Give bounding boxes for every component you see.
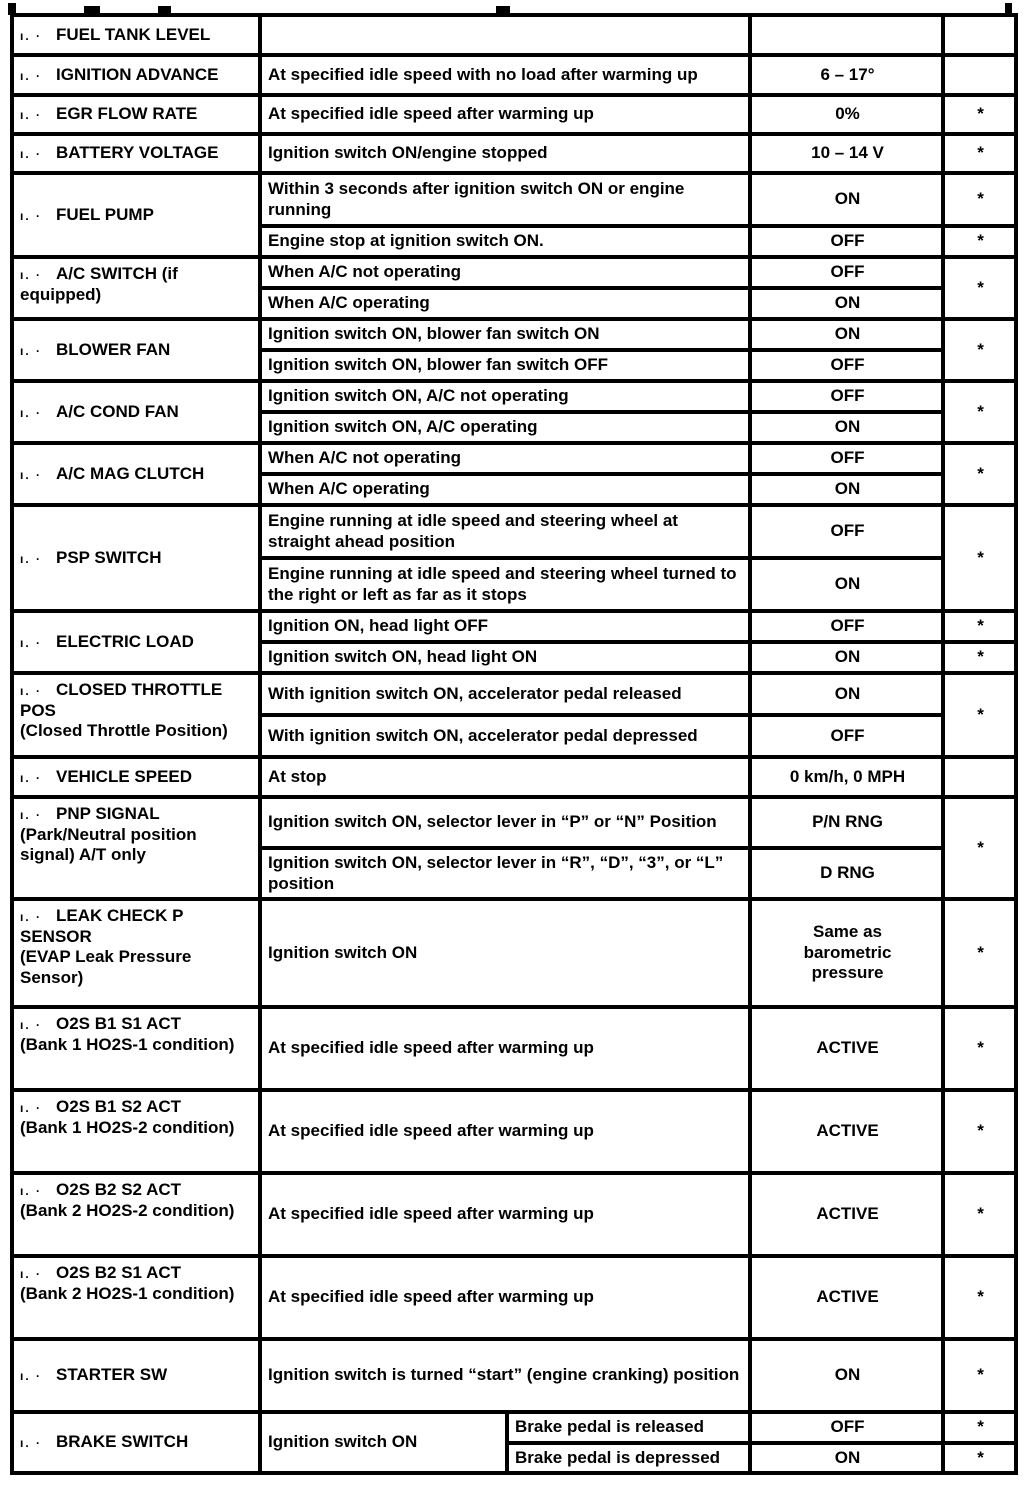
param-note: (Bank 2 HO2S-2 condition) xyxy=(20,1200,235,1220)
value-cell xyxy=(750,15,943,55)
condition-cell: With ignition switch ON, accelerator pedal depressed xyxy=(260,715,750,757)
param-label: PNP SIGNAL xyxy=(56,804,160,823)
param-cell xyxy=(12,797,260,899)
star-cell: * xyxy=(943,95,1016,134)
star-cell: * xyxy=(943,134,1016,173)
param-cell xyxy=(12,1412,260,1473)
param-cell xyxy=(12,443,260,505)
value-cell: ON xyxy=(750,474,943,505)
condition-cell: Ignition switch ON, head light ON xyxy=(260,642,750,673)
bullet-icon: ı. · xyxy=(20,208,42,223)
bullet-icon: ı. · xyxy=(20,910,42,924)
bullet-icon: ı. · xyxy=(20,770,42,785)
param-label: BRAKE SWITCH xyxy=(56,1432,189,1452)
param-label: O2S B1 S2 ACT xyxy=(56,1097,182,1116)
param-cell xyxy=(12,134,260,173)
param-cell xyxy=(12,1256,260,1339)
star-cell: * xyxy=(943,381,1016,443)
condition-cell: At specified idle speed after warming up xyxy=(260,1256,750,1339)
param-label: O2S B2 S2 ACT xyxy=(56,1180,182,1199)
param-cell xyxy=(12,1173,260,1256)
star-cell: * xyxy=(943,505,1016,611)
bullet-icon: ı. · xyxy=(20,147,42,162)
condition-cell: Ignition switch ON, blower fan switch ON xyxy=(260,319,750,350)
table-row xyxy=(12,55,1016,95)
bullet-icon: ı. · xyxy=(20,1267,42,1281)
star-cell: * xyxy=(943,1256,1016,1339)
condition-cell: At specified idle speed with no load after warming up xyxy=(260,55,750,95)
param-note: (Bank 1 HO2S-1 condition) xyxy=(20,1034,235,1054)
table-row xyxy=(12,797,1016,848)
condition-cell: Engine running at idle speed and steering wheel at straight ahead position xyxy=(260,505,750,558)
param-cell xyxy=(12,673,260,757)
param-cell xyxy=(12,95,260,134)
star-cell: * xyxy=(943,1007,1016,1090)
table-row xyxy=(12,611,1016,642)
param-cell xyxy=(12,505,260,611)
value-cell: ACTIVE xyxy=(750,1173,943,1256)
bullet-icon: ı. · xyxy=(20,1436,42,1451)
table-row xyxy=(12,381,1016,412)
value-cell: ON xyxy=(750,173,943,226)
value-cell: ACTIVE xyxy=(750,1007,943,1090)
condition-cell: Engine stop at ignition switch ON. xyxy=(260,226,750,257)
bullet-icon: ı. · xyxy=(20,467,42,482)
bullet-icon: ı. · xyxy=(20,1369,42,1384)
param-cell xyxy=(12,257,260,319)
value-cell: ACTIVE xyxy=(750,1256,943,1339)
param-cell xyxy=(12,611,260,673)
star-cell xyxy=(943,15,1016,55)
star-cell xyxy=(943,757,1016,797)
table-row xyxy=(12,1090,1016,1173)
bullet-icon: ı. · xyxy=(20,684,42,698)
param-label: O2S B1 S1 ACT xyxy=(56,1014,182,1033)
star-cell: * xyxy=(943,319,1016,381)
value-cell: P/N RNG xyxy=(750,797,943,848)
value-cell: OFF xyxy=(750,505,943,558)
star-cell: * xyxy=(943,226,1016,257)
table-row xyxy=(12,257,1016,288)
param-label: BLOWER FAN xyxy=(56,339,171,359)
star-cell: * xyxy=(943,173,1016,226)
value-cell: OFF xyxy=(750,611,943,642)
param-cell xyxy=(12,55,260,95)
param-label: FUEL TANK LEVEL xyxy=(56,24,211,44)
condition-cell: Ignition switch ON/engine stopped xyxy=(260,134,750,173)
value-cell xyxy=(750,899,943,1007)
table-row xyxy=(12,134,1016,173)
value-cell: ACTIVE xyxy=(750,1090,943,1173)
star-cell: * xyxy=(943,1412,1016,1443)
param-note: (EVAP Leak Pressure Sensor) xyxy=(20,947,192,988)
value-cell: ON xyxy=(750,558,943,611)
bullet-icon: ı. · xyxy=(20,405,42,420)
bullet-icon: ı. · xyxy=(20,1101,42,1115)
value-cell: OFF xyxy=(750,443,943,474)
value-cell: ON xyxy=(750,1339,943,1412)
value-cell: D RNG xyxy=(750,848,943,899)
bullet-icon: ı. · xyxy=(20,68,42,83)
value-cell: OFF xyxy=(750,226,943,257)
value-cell: ON xyxy=(750,288,943,319)
table-row xyxy=(12,443,1016,474)
star-cell: * xyxy=(943,1173,1016,1256)
star-cell: * xyxy=(943,673,1016,757)
condition-cell: When A/C not operating xyxy=(260,443,750,474)
table-row xyxy=(12,1339,1016,1412)
param-label: A/C MAG CLUTCH xyxy=(56,463,205,483)
star-cell: * xyxy=(943,1090,1016,1173)
param-cell xyxy=(12,173,260,257)
bullet-icon: ı. · xyxy=(20,808,42,822)
param-cell xyxy=(12,1007,260,1090)
condition-cell: Ignition switch is turned “start” (engine cranking) position xyxy=(260,1339,750,1412)
star-cell: * xyxy=(943,443,1016,505)
condition-cell: At specified idle speed after warming up xyxy=(260,1090,750,1173)
param-cell xyxy=(12,319,260,381)
table-row xyxy=(12,1256,1016,1339)
param-cell xyxy=(12,1090,260,1173)
condition-cell: Ignition ON, head light OFF xyxy=(260,611,750,642)
table-row xyxy=(12,1007,1016,1090)
table-row xyxy=(12,319,1016,350)
value-cell: ON xyxy=(750,412,943,443)
value-cell: OFF xyxy=(750,715,943,757)
value-cell: 0 km/h, 0 MPH xyxy=(750,757,943,797)
sub-condition-cell: Brake pedal is released xyxy=(507,1412,750,1443)
param-label: CLOSED THROTTLE POS xyxy=(20,680,223,720)
value-cell: OFF xyxy=(750,350,943,381)
param-label: EGR FLOW RATE xyxy=(56,104,198,124)
star-cell: * xyxy=(943,611,1016,642)
param-label: A/C SWITCH (if equipped) xyxy=(20,264,178,304)
condition-cell: At stop xyxy=(260,757,750,797)
value-cell: ON xyxy=(750,642,943,673)
condition-cell: When A/C operating xyxy=(260,288,750,319)
star-cell xyxy=(943,55,1016,95)
star-cell: * xyxy=(943,797,1016,899)
bullet-icon: ı. · xyxy=(20,28,42,43)
condition-cell: Ignition switch ON, A/C not operating xyxy=(260,381,750,412)
condition-cell: Ignition switch ON xyxy=(260,1412,507,1473)
param-label: A/C COND FAN xyxy=(56,401,179,421)
condition-cell: With ignition switch ON, accelerator pedal released xyxy=(260,673,750,715)
value-cell: 6 – 17° xyxy=(750,55,943,95)
bullet-icon: ı. · xyxy=(20,551,42,566)
star-cell: * xyxy=(943,1339,1016,1412)
bullet-icon: ı. · xyxy=(20,343,42,358)
param-cell xyxy=(12,381,260,443)
condition-cell: At specified idle speed after warming up xyxy=(260,1007,750,1090)
param-note: (Closed Throttle Position) xyxy=(20,721,228,741)
value-cell: 0% xyxy=(750,95,943,134)
param-note: (Bank 2 HO2S-1 condition) xyxy=(20,1283,235,1303)
value-cell: OFF xyxy=(750,381,943,412)
param-label: PSP SWITCH xyxy=(56,547,162,567)
bullet-icon: ı. · xyxy=(20,1018,42,1032)
condition-cell: Ignition switch ON, A/C operating xyxy=(260,412,750,443)
value-cell: 10 – 14 V xyxy=(750,134,943,173)
condition-cell: Ignition switch ON xyxy=(260,899,750,1007)
condition-cell: At specified idle speed after warming up xyxy=(260,1173,750,1256)
condition-cell: Engine running at idle speed and steering wheel turned to the right or left as far as it stops xyxy=(260,558,750,611)
condition-cell: At specified idle speed after warming up xyxy=(260,95,750,134)
condition-cell: Ignition switch ON, selector lever in “P” or “N” Position xyxy=(260,797,750,848)
value-cell: OFF xyxy=(750,257,943,288)
bullet-icon: ı. · xyxy=(20,635,42,650)
table-row xyxy=(12,1173,1016,1256)
value-cell: ON xyxy=(750,319,943,350)
star-cell: * xyxy=(943,642,1016,673)
table-row xyxy=(12,15,1016,55)
param-label: VEHICLE SPEED xyxy=(56,766,193,786)
sub-condition-cell: Brake pedal is depressed xyxy=(507,1443,750,1473)
param-note: (Bank 1 HO2S-2 condition) xyxy=(20,1117,235,1137)
value-cell: OFF xyxy=(750,1412,943,1443)
condition-cell xyxy=(260,15,750,55)
value-cell: ON xyxy=(750,673,943,715)
table-row xyxy=(12,505,1016,558)
diagnostic-data-table xyxy=(10,13,1018,1475)
bullet-icon: ı. · xyxy=(20,268,42,282)
param-label: ELECTRIC LOAD xyxy=(56,631,194,651)
param-cell xyxy=(12,757,260,797)
condition-cell: When A/C operating xyxy=(260,474,750,505)
param-note: (Park/Neutral position signal) A/T only xyxy=(20,824,197,865)
bullet-icon: ı. · xyxy=(20,108,42,123)
star-cell: * xyxy=(943,257,1016,319)
bullet-icon: ı. · xyxy=(20,1184,42,1198)
condition-cell: Ignition switch ON, selector lever in “R”, “D”, “3”, or “L” position xyxy=(260,848,750,899)
value-text: Same as barometric pressure xyxy=(803,921,892,983)
table-row xyxy=(12,673,1016,715)
table-row xyxy=(12,1412,1016,1443)
param-cell xyxy=(12,15,260,55)
table-row xyxy=(12,95,1016,134)
value-cell: ON xyxy=(750,1443,943,1473)
condition-cell: Ignition switch ON, blower fan switch OFF xyxy=(260,350,750,381)
param-label: O2S B2 S1 ACT xyxy=(56,1263,182,1282)
param-label: BATTERY VOLTAGE xyxy=(56,143,219,163)
table-row xyxy=(12,899,1016,1007)
param-cell xyxy=(12,1339,260,1412)
table-row xyxy=(12,173,1016,226)
param-label: FUEL PUMP xyxy=(56,204,154,224)
param-label: LEAK CHECK P SENSOR xyxy=(20,906,184,946)
table-row xyxy=(12,757,1016,797)
param-label: STARTER SW xyxy=(56,1365,168,1385)
star-cell: * xyxy=(943,899,1016,1007)
star-cell: * xyxy=(943,1443,1016,1473)
condition-cell: Within 3 seconds after ignition switch ON or engine running xyxy=(260,173,750,226)
param-label: IGNITION ADVANCE xyxy=(56,64,219,84)
condition-cell: When A/C not operating xyxy=(260,257,750,288)
param-cell xyxy=(12,899,260,1007)
